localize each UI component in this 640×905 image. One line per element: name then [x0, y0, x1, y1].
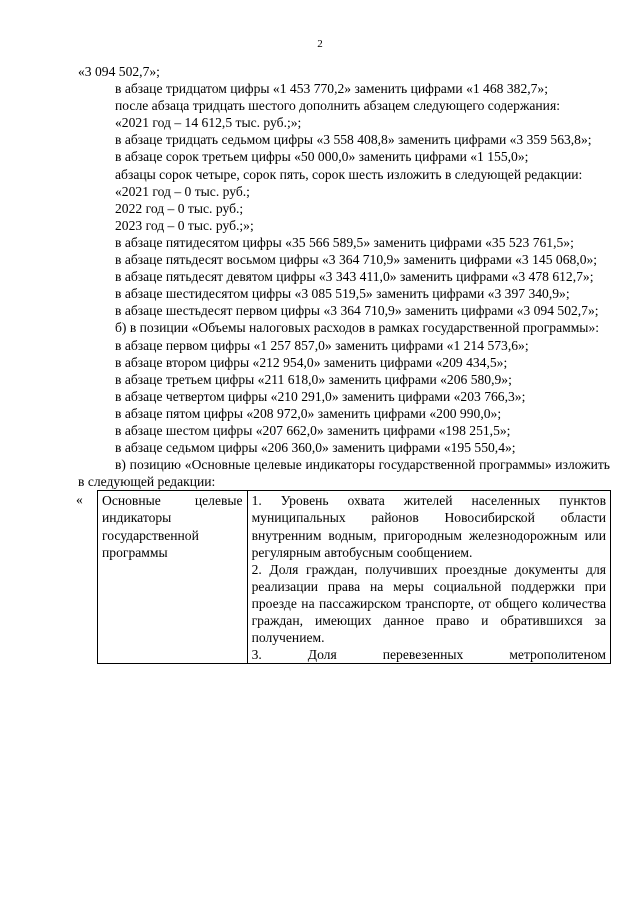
amendment-paragraph: в абзаце тридцатом цифры «1 453 770,2» заменить цифрами «1 468 382,7»; — [115, 81, 549, 97]
document-body — [78, 63, 610, 664]
amendment-paragraph: в абзаце пятом цифры «208 972,0» заменить цифрами «200 990,0»; — [115, 405, 502, 421]
indicator-item: 1. Уровень охвата жителей населенных пунктов муниципальных районов Новосибирской области внутренним водным, пригородным железнодорожным или регулярным автобусным сообщением. — [251, 493, 606, 560]
indicator-item: 3. Доля перевезенных метрополитеном — [251, 647, 606, 663]
table-row — [98, 491, 611, 664]
amendment-paragraph: в абзаце третьем цифры «211 618,0» заменить цифрами «206 580,9»; — [115, 371, 512, 387]
indicator-label: Основные целевые индикаторы государственной программы — [102, 493, 243, 560]
table-open-quote: « — [76, 492, 83, 508]
amendment-paragraph: б) в позиции «Объемы налоговых расходов в рамках государственной программы»: — [115, 320, 600, 336]
amendment-paragraph: «2021 год – 14 612,5 тыс. руб.;»; — [115, 115, 302, 131]
amendment-paragraph: в абзаце четвертом цифры «210 291,0» заменить цифрами «203 766,3»; — [115, 388, 526, 404]
amendment-paragraph: в абзаце седьмом цифры «206 360,0» заменить цифрами «195 550,4»; — [115, 440, 516, 456]
indicator-label-cell — [98, 491, 248, 664]
amendment-paragraph: абзацы сорок четыре, сорок пять, сорок шесть изложить в следующей редакции: — [115, 166, 583, 182]
amendment-paragraph: в абзаце пятьдесят девятом цифры «3 343 411,0» заменить цифрами «3 478 612,7»; — [115, 269, 594, 285]
indicator-list-cell — [247, 491, 610, 664]
page-number: 2 — [317, 38, 323, 50]
amendment-paragraph: в абзаце втором цифры «212 954,0» заменить цифрами «209 434,5»; — [115, 354, 508, 370]
amendment-paragraph: в абзаце шестьдесят первом цифры «3 364 710,9» заменить цифрами «3 094 502,7»; — [115, 303, 599, 319]
amendment-paragraph: в абзаце шестом цифры «207 662,0» заменить цифрами «198 251,5»; — [115, 422, 511, 438]
amendment-paragraph: 2022 год – 0 тыс. руб.; — [115, 200, 244, 216]
amendment-paragraph: в абзаце пятидесятом цифры «35 566 589,5» заменить цифрами «35 523 761,5»; — [115, 234, 574, 250]
amendment-paragraph: в абзаце шестидесятом цифры «3 085 519,5» заменить цифрами «3 397 340,9»; — [115, 286, 570, 302]
amendment-paragraph: в абзаце первом цифры «1 257 857,0» заменить цифрами «1 214 573,6»; — [115, 337, 529, 353]
amendment-paragraph: в абзаце сорок третьем цифры «50 000,0» заменить цифрами «1 155,0»; — [115, 149, 529, 165]
amendment-paragraph: «3 094 502,7»; — [78, 64, 160, 79]
amendment-paragraph: 2023 год – 0 тыс. руб.;»; — [115, 217, 254, 233]
amendment-paragraph: «2021 год – 0 тыс. руб.; — [115, 183, 250, 199]
amendment-paragraph: в) позицию «Основные целевые индикаторы государственной программы» изложить в следующей редакции: — [78, 457, 610, 490]
amendment-paragraphs — [78, 63, 610, 490]
amendment-paragraph: после абзаца тридцать шестого дополнить абзацем следующего содержания: — [115, 98, 560, 114]
indicators-table — [97, 490, 611, 664]
indicator-item: 2. Доля граждан, получивших проездные документы для реализации права на меры социальной поддержки при проезде на пассажирском транспорте, от общего количества граждан, имеющих данное право и обратившихся за получением. — [251, 561, 606, 646]
indicators-table-block — [78, 490, 610, 664]
amendment-paragraph: в абзаце тридцать седьмом цифры «3 558 408,8» заменить цифрами «3 359 563,8»; — [115, 132, 592, 148]
amendment-paragraph: в абзаце пятьдесят восьмом цифры «3 364 710,9» заменить цифрами «3 145 068,0»; — [115, 252, 598, 268]
